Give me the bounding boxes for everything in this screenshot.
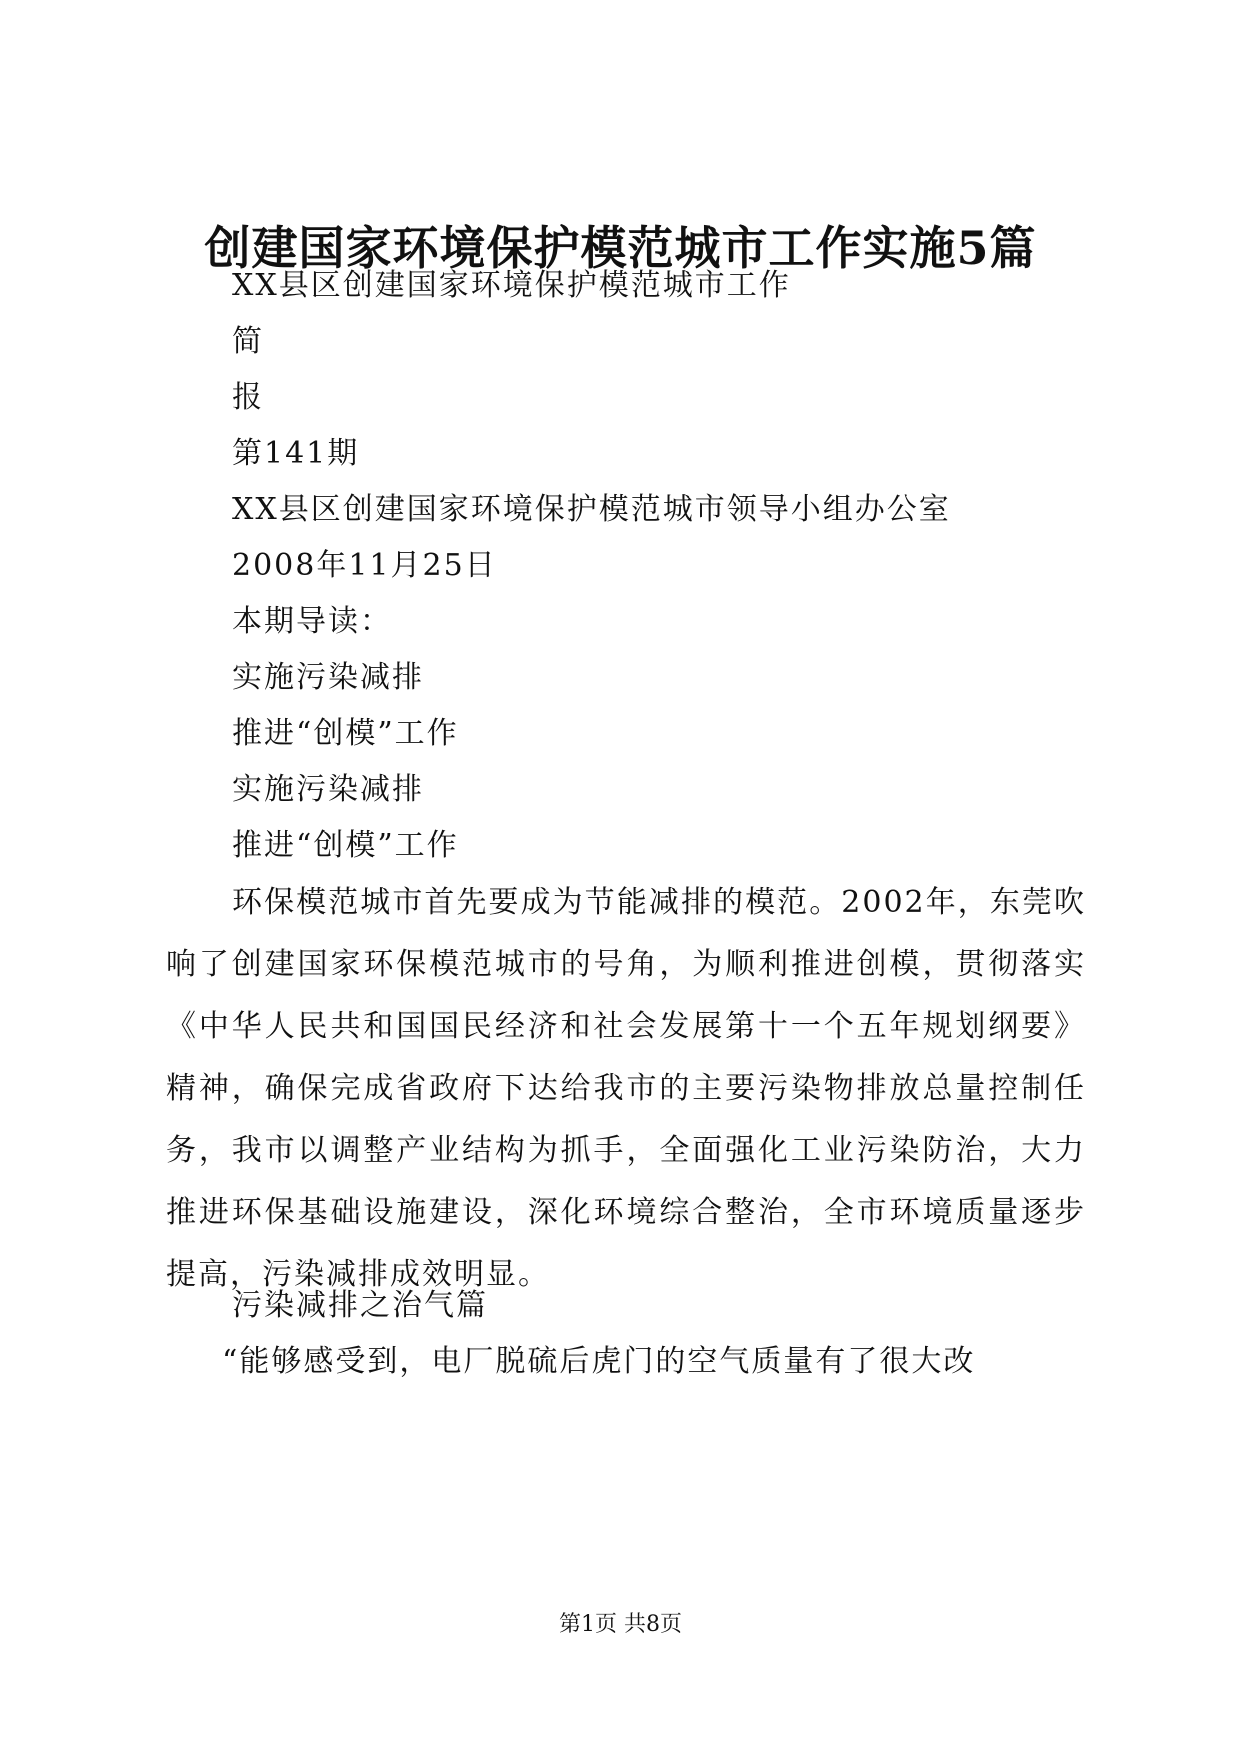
guide-item: 实施污染减排 — [232, 772, 424, 807]
guide-item: 实施污染减排 — [232, 660, 424, 695]
guide-item: 推进“创模”工作 — [232, 828, 459, 863]
document-title: 创建国家环境保护模范城市工作实施5篇 — [204, 221, 1037, 275]
issue-number: 第141期 — [232, 436, 360, 471]
guide-heading: 本期导读： — [232, 604, 392, 639]
bulletin-label-char-2: 报 — [232, 380, 264, 415]
bulletin-label-char-1: 简 — [232, 324, 264, 359]
bulletin-heading-line: XX县区创建国家环境保护模范城市工作 — [232, 268, 791, 303]
section-subheading: 污染减排之治气篇 — [232, 1288, 488, 1323]
body-paragraph: “能够感受到，电厂脱硫后虎门的空气质量有了很大改 — [222, 1344, 976, 1379]
guide-item: 推进“创模”工作 — [232, 716, 459, 751]
issue-date: 2008年11月25日 — [232, 548, 497, 583]
page-footer: 第1页 共8页 — [559, 1612, 682, 1637]
issuing-office: XX县区创建国家环境保护模范城市领导小组办公室 — [232, 492, 951, 527]
body-paragraph: 环保模范城市首先要成为节能减排的模范。2002年，东莞吹响了创建国家环保模范城市的号角，为顺利推进创模，贯彻落实《中华人民共和国国民经济和社会发展第十一个五年规划纲要》精神，确保完成省政府下达给我市的主要污染物排放总量控制任务，我市以调整产业结构为抓手，全面强化工业污染防治，大力推进环保基础设施建设，深化环境综合整治，全市环境质量逐步提高，污染减排成效明显。 — [166, 885, 1086, 1292]
